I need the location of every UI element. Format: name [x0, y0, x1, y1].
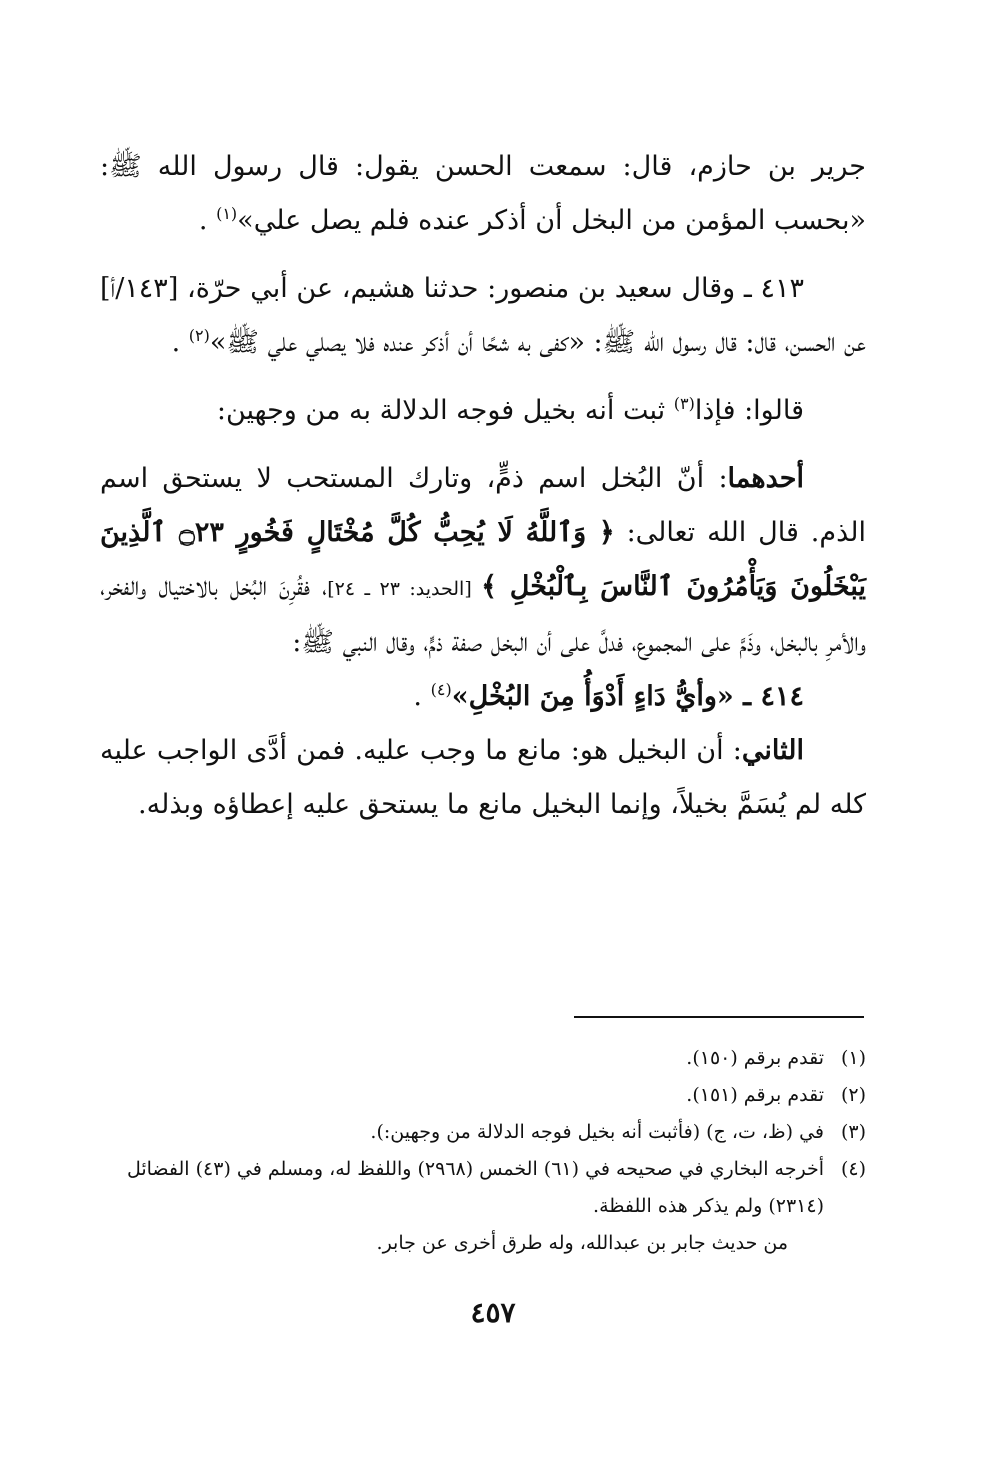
paragraph-hadith-414	[100, 670, 866, 724]
paragraph-text: قالوا: فإذا	[694, 395, 804, 426]
footnote-number: (٢)	[840, 1084, 866, 1106]
footnote-text: تقدم برقم (١٥٠).	[686, 1047, 824, 1069]
footnote-text: أخرجه البخاري في صحيحه في (٦١) الخمس (٢٩٦٨) واللفظ له، ومسلم في (٤٣) الفضائل (٢٣١٤) ولم يذكر هذه اللفظة.	[126, 1158, 824, 1217]
paragraph-text: : أنّ البُخل اسم ذمٍّ، وتارك المستحب لا يستحق اسم الذم. قال الله تعالى:	[100, 463, 866, 548]
paragraph-text: : أن البخيل هو: مانع ما وجب عليه. فمن أدَّى الواجب عليه كله لم يُسَمَّ بخيلاً، وإنما البخيل مانع ما يستحق عليه إعطاؤه وبذله.	[100, 735, 866, 820]
paragraph-text: جرير بن حازم، قال: سمعت الحسن يقول: قال رسول الله ﷺ: «بحسب المؤمن من البخل أن أذكر عنده فلم يصل علي»	[100, 151, 866, 236]
footnote-text: تقدم برقم (١٥١).	[686, 1084, 824, 1106]
footnote-ref: (٤)	[430, 680, 452, 699]
paragraph-end: .	[198, 205, 208, 236]
verse-reference: [الحديد: ٢٣ ـ ٢٤]	[327, 578, 482, 600]
footnote-item	[100, 1151, 866, 1225]
footnote-ref: (٣)	[673, 394, 695, 413]
footnote-number: (١)	[840, 1047, 866, 1069]
footnote-item	[100, 1077, 866, 1114]
paragraph-end: .	[413, 681, 422, 712]
paragraph-end: .	[171, 327, 181, 358]
footnote-item	[100, 1114, 866, 1151]
footnote-text: في (ظ، ت، ج) (فأثبت أنه بخيل فوجه الدلالة من وجهين:).	[370, 1121, 824, 1143]
paragraph-lead: الثاني	[741, 735, 804, 766]
footnote-ref: (١)	[216, 204, 238, 223]
paragraph-text-rest: ثبت أنه بخيل فوجه الدلالة به من وجهين:	[216, 395, 674, 426]
main-text	[100, 140, 866, 832]
paragraph-text: ٤١٣ ـ وقال سعيد بن منصور: حدثنا هشيم، عن أبي حرّة، [١٤٣/أ] عن الحسن، قال: قال رسول الله ﷺ: «كفى به شحًا أن أذكر عنده فلا يصلي علي ﷺ»	[100, 273, 866, 358]
footnote-item	[100, 1040, 866, 1077]
footnote-number: (٣)	[840, 1121, 866, 1143]
quran-verse: ﴿ وَٱللَّهُ لَا يُحِبُّ كُلَّ مُخْتَالٍ فَخُورٍ ۝٢٣ ٱلَّذِينَ يَبْخَلُونَ وَيَأْمُرُونَ ٱلنَّاسَ بِٱلْبُخْلِ ﴾	[100, 517, 866, 602]
footnotes	[100, 1040, 866, 1262]
paragraph-hadith-continuation	[100, 140, 866, 248]
paragraph-second-reason	[100, 724, 866, 832]
paragraph-hadith-413	[100, 262, 866, 370]
paragraph-text-rest: ، فقُرِنَ البُخل بالاختيال والفخر، والأمرِ بالبخل، وذَمَّ على المجموع، فدلَّ على أن البخل صفة ذمٍّ، وقال النبي ﷺ:	[100, 571, 866, 658]
footnote-continuation: من حديث جابر بن عبدالله، وله طرق أخرى عن جابر.	[376, 1232, 788, 1254]
paragraph-lead: أحدهما	[727, 463, 804, 494]
page-number: ٤٥٧	[470, 1296, 516, 1329]
paragraph-text: ٤١٤ ـ «وأيُّ دَاءٍ أَدْوَأُ مِنَ البُخْلِ»	[451, 681, 804, 712]
footnote-number: (٤)	[840, 1158, 866, 1180]
footnote-ref: (٢)	[188, 326, 210, 345]
paragraph-argument-intro	[100, 384, 866, 438]
footnote-separator	[574, 1016, 864, 1018]
paragraph-first-reason	[100, 452, 866, 670]
